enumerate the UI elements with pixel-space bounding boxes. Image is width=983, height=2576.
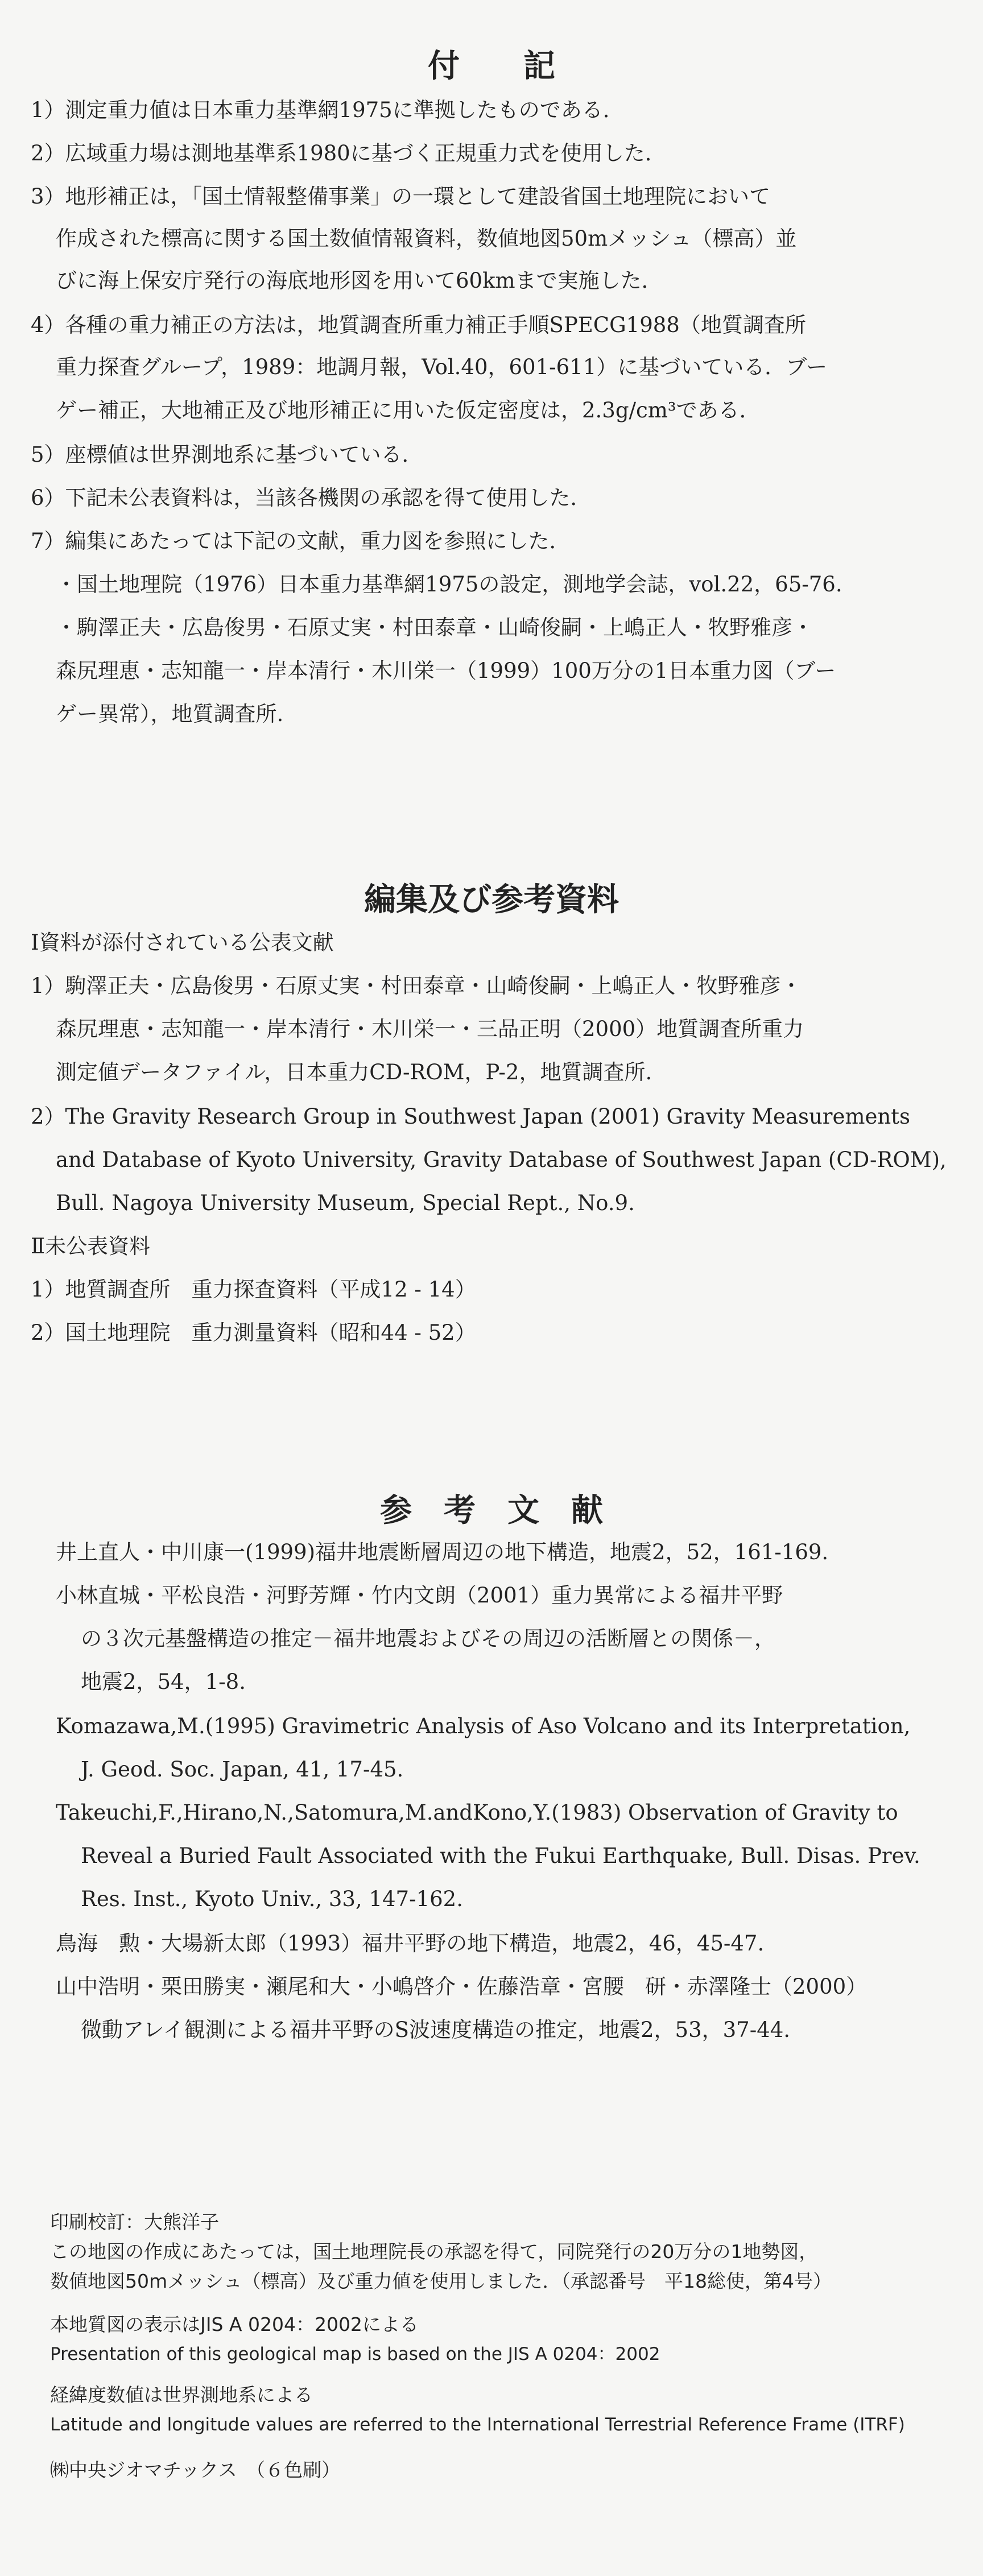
notes-heading: 付 記 [428, 48, 555, 85]
notes-line: 3）地形補正は，「国土情報整備事業」の一環として建設省国土地理院において [31, 184, 771, 209]
jis-note-en: Presentation of this geological map is based on the JIS A 0204：2002 [50, 2344, 660, 2364]
notes-line: 2）広域重力場は測地基準系1980に基づく正規重力式を使用した． [31, 141, 666, 165]
reference-line: Takeuchi,F.,Hirano,N.,Satomura,M.andKono,Y.(1983) Observation of Gravity to [56, 1800, 898, 1825]
reference-line: 地震2，54，1-8. [81, 1670, 246, 1694]
compilation-line: 1）駒澤正夫・広島俊男・石原丈実・村田泰章・山崎俊嗣・上嶋正人・牧野雅彦・ [31, 974, 802, 998]
compilation-line: and Database of Kyoto University, Gravity Database of Southwest Japan (CD-ROM), [56, 1148, 947, 1172]
compilation-line: Ⅱ未公表資料 [31, 1234, 151, 1258]
notes-line: ゲー補正，大地補正及び地形補正に用いた仮定密度は，2.3g/cm³である． [56, 398, 761, 423]
compilation-line: Ⅰ資料が添付されている公表文献 [31, 930, 334, 955]
datum-note-en: Latitude and longitude values are referred to the International Terrestrial Reference Frame (ITRF) [50, 2415, 905, 2435]
compilation-line: Bull. Nagoya University Museum, Special Rept., No.9. [56, 1191, 635, 1215]
reference-line: Komazawa,M.(1995) Gravimetric Analysis of Aso Volcano and its Interpretation, [56, 1714, 911, 1738]
reference-line: 小林直城・平松良浩・河野芳輝・竹内文朗（2001）重力異常による福井平野 [56, 1583, 783, 1608]
jis-note-ja: 本地質図の表示はJIS A 0204：2002による [50, 2313, 419, 2335]
proofreader-line: 印刷校訂：大熊洋子 [50, 2211, 219, 2233]
notes-line: 4）各種の重力補正の方法は，地質調査所重力補正手順SPECG1988（地質調査所 [31, 313, 806, 337]
compilation-line: 2）The Gravity Research Group in Southwest Japan (2001) Gravity Measurements [31, 1104, 911, 1129]
notes-line: びに海上保安庁発行の海底地形図を用いて60kmまで実施した． [56, 268, 663, 293]
compilation-heading: 編集及び参考資料 [364, 881, 619, 918]
approval-line: 数値地図50mメッシュ（標高）及び重力値を使用しました．（承認番号 平18総使，第4号） [50, 2270, 832, 2292]
reference-line: 井上直人・中川康一(1999)福井地震断層周辺の地下構造，地震2，52，161-169. [56, 1540, 829, 1564]
compilation-line: 1）地質調査所 重力探査資料（平成12 - 14） [31, 1277, 476, 1302]
reference-line: J. Geod. Soc. Japan, 41, 17-45. [81, 1757, 404, 1782]
notes-line: 6）下記未公表資料は，当該各機関の承認を得て使用した． [31, 486, 592, 510]
reference-line: Res. Inst., Kyoto Univ., 33, 147-162. [81, 1887, 463, 1911]
datum-note-ja: 経緯度数値は世界測地系による [50, 2384, 313, 2406]
notes-line: ゲー異常），地質調査所. [56, 702, 284, 726]
notes-line: 森尻理恵・志知龍一・岸本清行・木川栄一（1999）100万分の1日本重力図（ブー [56, 659, 836, 683]
notes-line: 作成された標高に関する国土数値情報資料，数値地図50mメッシュ（標高）並 [56, 226, 797, 251]
reference-line: 鳥海 勲・大場新太郎（1993）福井平野の地下構造，地震2，46，45-47. [56, 1931, 765, 1956]
approval-line: この地図の作成にあたっては，国土地理院長の承認を得て，同院発行の20万分の1地勢図， [50, 2240, 818, 2263]
notes-line: 7）編集にあたっては下記の文献，重力図を参照にした． [31, 529, 571, 553]
reference-line: 山中浩明・栗田勝実・瀬尾和大・小嶋啓介・佐藤浩章・宮腰 研・赤澤隆士（2000） [56, 1974, 868, 1999]
notes-line: 5）座標値は世界測地系に基づいている． [31, 442, 423, 467]
compilation-line: 測定値データファイル，日本重力CD-ROM，P-2，地質調査所. [56, 1060, 652, 1084]
compilation-line: 2）国土地理院 重力測量資料（昭和44 - 52） [31, 1320, 476, 1345]
notes-line: ・駒澤正夫・広島俊男・石原丈実・村田泰章・山崎俊嗣・上嶋正人・牧野雅彦・ [56, 615, 813, 640]
references-heading: 参 考 文 献 [380, 1492, 603, 1529]
notes-line: 1）測定重力値は日本重力基準網1975に準拠したものである． [31, 98, 624, 122]
reference-line: Reveal a Buried Fault Associated with the Fukui Earthquake, Bull. Disas. Prev. [81, 1844, 920, 1868]
reference-line: 微動アレイ観測による福井平野のS波速度構造の推定，地震2，53，37-44. [81, 2018, 791, 2042]
reference-line: の３次元基盤構造の推定－福井地震およびその周辺の活断層との関係－， [81, 1626, 775, 1651]
notes-line: 重力探査グループ，1989：地調月報，Vol.40，601-611）に基づいている．ブー [56, 355, 828, 379]
printer-line: ㈱中央ジオマチックス （６色刷） [50, 2459, 341, 2481]
compilation-line: 森尻理恵・志知龍一・岸本清行・木川栄一・三品正明（2000）地質調査所重力 [56, 1017, 804, 1041]
notes-line: ・国土地理院（1976）日本重力基準網1975の設定，測地学会誌，vol.22，65-76. [56, 572, 842, 597]
